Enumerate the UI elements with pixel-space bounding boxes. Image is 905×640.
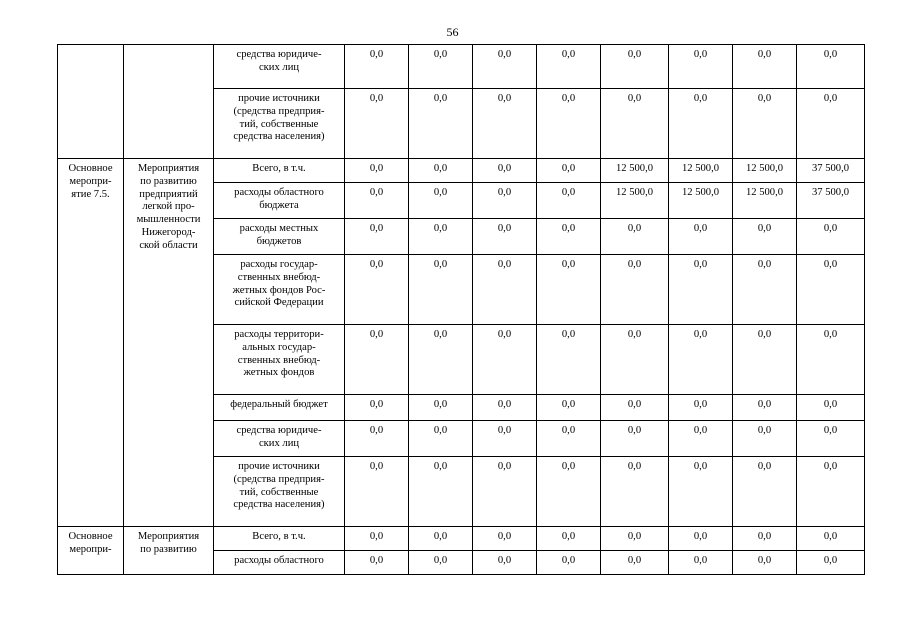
amount-cell: 0,0	[537, 457, 601, 527]
amount-cell: 12 500,0	[601, 159, 669, 183]
amount-cell: 0,0	[797, 219, 865, 255]
amount-cell: 0,0	[345, 551, 409, 575]
amount-cell: 0,0	[733, 457, 797, 527]
amount-cell: 0,0	[601, 527, 669, 551]
funding-source: Всего, в т.ч.	[214, 527, 345, 551]
amount-cell: 0,0	[537, 395, 601, 421]
amount-cell: 0,0	[345, 527, 409, 551]
amount-cell: 0,0	[669, 457, 733, 527]
amount-cell: 0,0	[797, 527, 865, 551]
amount-cell: 0,0	[733, 395, 797, 421]
amount-cell: 0,0	[409, 89, 473, 159]
amount-cell: 0,0	[669, 395, 733, 421]
amount-cell: 12 500,0	[669, 159, 733, 183]
funding-source: прочие источники (средства предприя- тий, собственные средства населения)	[214, 457, 345, 527]
amount-cell: 0,0	[345, 421, 409, 457]
amount-cell: 0,0	[537, 421, 601, 457]
amount-cell: 0,0	[345, 159, 409, 183]
amount-cell: 0,0	[409, 421, 473, 457]
measure-name: Мероприятия по развитию предприятий легкой про- мышленности Нижегород- ской области	[124, 159, 214, 527]
amount-cell: 0,0	[601, 457, 669, 527]
amount-cell: 0,0	[797, 45, 865, 89]
funding-source: расходы территори- альных государ- ственных внебюд- жетных фондов	[214, 325, 345, 395]
amount-cell: 0,0	[409, 45, 473, 89]
funding-source: Всего, в т.ч.	[214, 159, 345, 183]
amount-cell: 0,0	[409, 219, 473, 255]
measure-name: Мероприятия по развитию	[124, 527, 214, 575]
amount-cell: 0,0	[409, 527, 473, 551]
amount-cell: 0,0	[733, 325, 797, 395]
amount-cell: 0,0	[601, 89, 669, 159]
amount-cell: 0,0	[473, 395, 537, 421]
funding-source: расходы областного бюджета	[214, 183, 345, 219]
amount-cell: 0,0	[537, 325, 601, 395]
amount-cell: 0,0	[473, 255, 537, 325]
amount-cell: 37 500,0	[797, 159, 865, 183]
amount-cell: 0,0	[797, 457, 865, 527]
amount-cell: 12 500,0	[733, 159, 797, 183]
amount-cell: 0,0	[669, 219, 733, 255]
amount-cell: 0,0	[733, 421, 797, 457]
amount-cell: 12 500,0	[601, 183, 669, 219]
funding-source: расходы областного	[214, 551, 345, 575]
page-number: 56	[446, 25, 459, 39]
amount-cell: 0,0	[669, 325, 733, 395]
amount-cell: 0,0	[473, 45, 537, 89]
amount-cell: 0,0	[345, 395, 409, 421]
amount-cell: 0,0	[473, 457, 537, 527]
table-row	[58, 527, 865, 551]
amount-cell: 37 500,0	[797, 183, 865, 219]
amount-cell: 0,0	[345, 457, 409, 527]
amount-cell: 0,0	[409, 395, 473, 421]
budget-table	[57, 44, 865, 575]
amount-cell: 0,0	[669, 45, 733, 89]
amount-cell: 0,0	[669, 527, 733, 551]
measure-label: Основное меропри- ятие 7.5.	[58, 159, 124, 527]
amount-cell: 0,0	[409, 457, 473, 527]
amount-cell: 0,0	[537, 527, 601, 551]
amount-cell: 0,0	[733, 527, 797, 551]
measure-label	[58, 45, 124, 159]
amount-cell: 0,0	[537, 159, 601, 183]
amount-cell: 0,0	[537, 183, 601, 219]
amount-cell: 0,0	[733, 89, 797, 159]
amount-cell: 0,0	[601, 255, 669, 325]
amount-cell: 0,0	[733, 551, 797, 575]
amount-cell: 0,0	[473, 527, 537, 551]
funding-source: прочие источники (средства предприя- тий, собственные средства населения)	[214, 89, 345, 159]
amount-cell: 0,0	[733, 45, 797, 89]
funding-source: расходы государ- ственных внебюд- жетных фондов Рос- сийской Федерации	[214, 255, 345, 325]
amount-cell: 0,0	[537, 255, 601, 325]
amount-cell: 0,0	[669, 89, 733, 159]
amount-cell: 0,0	[797, 325, 865, 395]
amount-cell: 0,0	[345, 183, 409, 219]
amount-cell: 0,0	[601, 551, 669, 575]
amount-cell: 0,0	[537, 89, 601, 159]
amount-cell: 0,0	[797, 421, 865, 457]
amount-cell: 0,0	[601, 325, 669, 395]
measure-label: Основное меропри-	[58, 527, 124, 575]
amount-cell: 0,0	[537, 45, 601, 89]
funding-source: средства юридиче- ских лиц	[214, 421, 345, 457]
amount-cell: 0,0	[797, 551, 865, 575]
amount-cell: 0,0	[473, 159, 537, 183]
amount-cell: 0,0	[345, 325, 409, 395]
amount-cell: 0,0	[473, 183, 537, 219]
amount-cell: 0,0	[473, 89, 537, 159]
amount-cell: 0,0	[669, 255, 733, 325]
amount-cell: 0,0	[537, 551, 601, 575]
amount-cell: 0,0	[345, 45, 409, 89]
amount-cell: 0,0	[473, 219, 537, 255]
amount-cell: 0,0	[345, 219, 409, 255]
amount-cell: 0,0	[601, 219, 669, 255]
table-row	[58, 159, 865, 183]
amount-cell: 0,0	[409, 551, 473, 575]
amount-cell: 0,0	[473, 325, 537, 395]
funding-source: средства юридиче- ских лиц	[214, 45, 345, 89]
amount-cell: 0,0	[733, 255, 797, 325]
amount-cell: 12 500,0	[669, 183, 733, 219]
amount-cell: 0,0	[669, 421, 733, 457]
table-row	[58, 45, 865, 89]
funding-source: федеральный бюджет	[214, 395, 345, 421]
amount-cell: 0,0	[797, 395, 865, 421]
amount-cell: 0,0	[601, 45, 669, 89]
amount-cell: 0,0	[797, 255, 865, 325]
amount-cell: 0,0	[473, 551, 537, 575]
amount-cell: 0,0	[669, 551, 733, 575]
amount-cell: 0,0	[537, 219, 601, 255]
amount-cell: 0,0	[601, 421, 669, 457]
amount-cell: 0,0	[409, 159, 473, 183]
amount-cell: 0,0	[345, 255, 409, 325]
amount-cell: 0,0	[601, 395, 669, 421]
funding-source: расходы местных бюджетов	[214, 219, 345, 255]
amount-cell: 0,0	[733, 219, 797, 255]
amount-cell: 0,0	[409, 325, 473, 395]
amount-cell: 0,0	[345, 89, 409, 159]
amount-cell: 12 500,0	[733, 183, 797, 219]
amount-cell: 0,0	[473, 421, 537, 457]
measure-name	[124, 45, 214, 159]
amount-cell: 0,0	[409, 183, 473, 219]
amount-cell: 0,0	[409, 255, 473, 325]
amount-cell: 0,0	[797, 89, 865, 159]
